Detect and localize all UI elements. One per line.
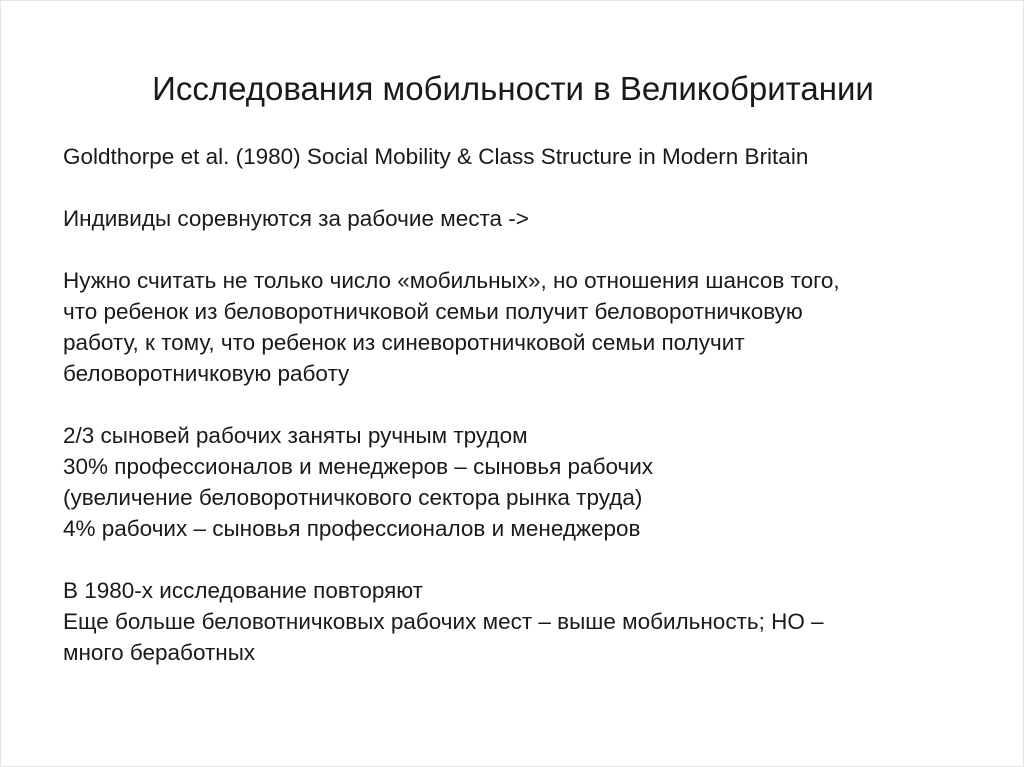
paragraph-odds-ratios: Нужно считать не только число «мобильных», но отношения шансов того, что ребенок из беловоротничковой семьи получит беловоротничковую работу, к тому, что ребенок из синеворотничковой семьи получит беловоротничковую работу [63, 268, 840, 386]
paragraph-goldthorpe-reference: Goldthorpe et al. (1980) Social Mobility & Class Structure in Modern Britain [63, 144, 809, 169]
paragraph-gap [63, 544, 973, 575]
paragraph-workers-sons: 4% рабочих – сыновья профессионалов и менеджеров [63, 516, 641, 541]
slide-body [63, 141, 973, 668]
paragraph-more-mobility: Еще больше беловотничковых рабочих мест – выше мобильность; НО – много беработных [63, 609, 824, 665]
paragraph-professionals-sons: 30% профессионалов и менеджеров – сыновья рабочих [63, 454, 654, 479]
paragraph-gap [63, 234, 973, 265]
slide-title: Исследования мобильности в Великобритании [152, 70, 874, 107]
paragraph-competition: Индивиды соревнуются за рабочие места -> [63, 206, 529, 231]
paragraph-gap [63, 172, 973, 203]
paragraph-white-collar-growth: (увеличение беловоротничкового сектора рынка труда) [63, 485, 643, 510]
paragraph-manual-labor: 2/3 сыновей рабочих заняты ручным трудом [63, 423, 528, 448]
paragraph-gap [63, 389, 973, 420]
paragraph-1980s-repeat: В 1980-х исследование повторяют [63, 578, 423, 603]
